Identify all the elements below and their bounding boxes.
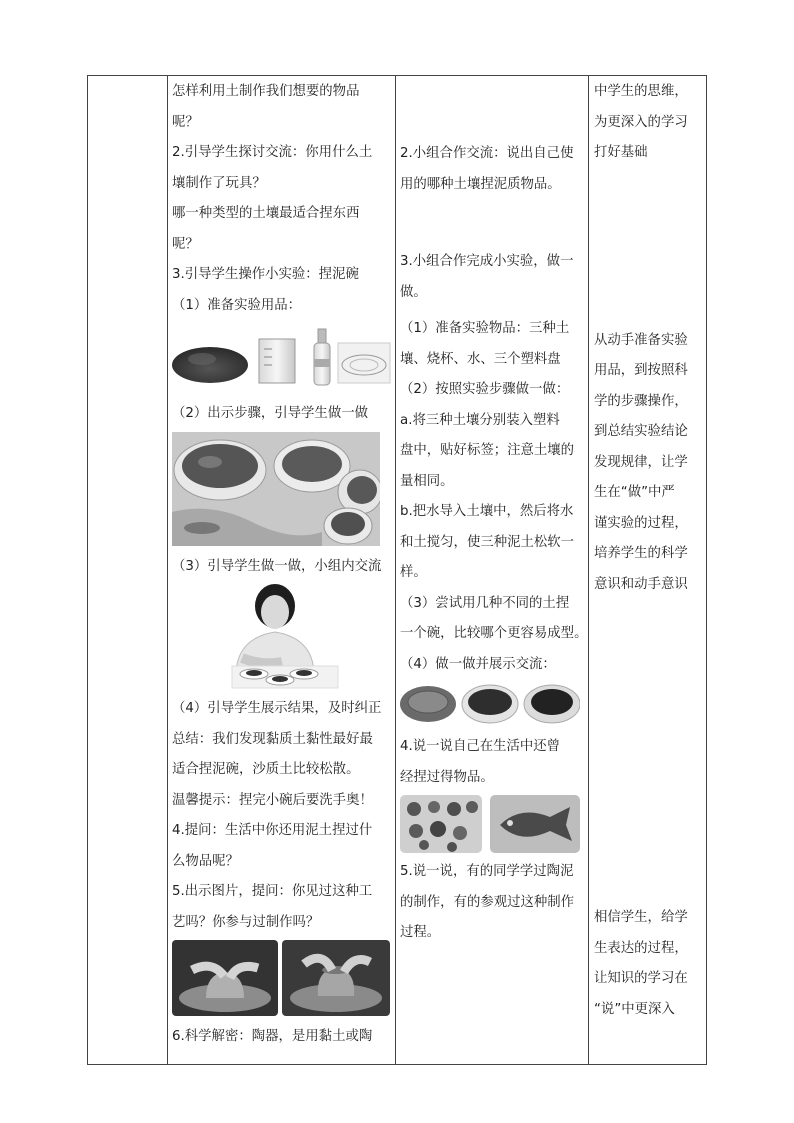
text-line: b.把水导入土壤中，然后将水 xyxy=(400,504,574,519)
design-intent-column xyxy=(594,77,706,1025)
text-line: 打好基础 xyxy=(594,145,648,160)
pottery-images xyxy=(172,940,392,1022)
text-line: 做。 xyxy=(400,284,427,300)
text-line: 生在“做”中严 xyxy=(594,485,675,500)
text-line: 3.引导学生操作小实验：捏泥碗 xyxy=(172,267,359,282)
text-line: 盘中，贴好标签；注意土壤的 xyxy=(400,443,575,458)
text-line: a.将三种土壤分别装入塑料 xyxy=(400,412,560,428)
text-line: 2.小组合作交流：说出自己使 xyxy=(400,146,574,161)
text-line: 呢？ xyxy=(172,236,199,252)
text-line: （3）尝试用几种不同的土捏 xyxy=(400,595,570,611)
text-line: 中学生的思维， xyxy=(594,84,688,99)
text-line: 2.引导学生探讨交流：你用什么土 xyxy=(172,145,373,160)
text-line: （3）引导学生做一做，小组内交流 xyxy=(172,558,382,574)
text-line: （1）准备实验物品：三种土 xyxy=(400,321,570,336)
clay-crafts-images xyxy=(400,795,588,857)
text-line: （2）出示步骤，引导学生做一做 xyxy=(172,406,368,421)
text-line: （4）做一做并展示交流： xyxy=(400,656,556,672)
text-line: 适合捏泥碗，沙质土比较松散。 xyxy=(172,762,360,777)
text-line: 发现规律，让学 xyxy=(594,454,688,470)
mud-bowls-image xyxy=(172,432,392,552)
student-activity-column xyxy=(400,139,588,949)
column-divider-1 xyxy=(167,75,168,1065)
text-line: 总结：我们发现黏质土黏性最好最 xyxy=(172,731,373,747)
text-line: 培养学生的科学 xyxy=(594,546,688,561)
text-line: 怎样利用土制作我们想要的物品 xyxy=(172,84,360,99)
text-line: 用品，到按照科 xyxy=(594,363,688,378)
supplies-images xyxy=(172,325,392,399)
clay-crafts-photos xyxy=(400,795,580,853)
pottery-wheel-photos xyxy=(172,940,390,1016)
teacher-activity-column xyxy=(172,77,392,1053)
text-line: 4.说一说自己在生活中还曾 xyxy=(400,739,561,754)
student-image xyxy=(172,582,392,694)
text-line: 量相同。 xyxy=(400,473,454,489)
text-line: 3.小组合作完成小实验，做一 xyxy=(400,254,574,269)
text-line: 谨实验的过程， xyxy=(594,515,688,531)
text-line: 和土搅匀，使三种泥土松软一 xyxy=(400,534,575,550)
supplies-photo xyxy=(172,325,394,387)
text-line: 哪一种类型的土壤最适合捏东西 xyxy=(172,206,360,221)
text-line: “说”中更深入 xyxy=(594,1001,675,1017)
text-line: 过程。 xyxy=(400,925,441,940)
mud-bowls-photo xyxy=(172,432,380,546)
text-line: 从动手准备实验 xyxy=(594,332,688,348)
finished-bowls-photo xyxy=(400,682,580,726)
student-working-photo xyxy=(172,582,392,690)
text-line: 学的步骤操作， xyxy=(594,393,688,409)
column-divider-2 xyxy=(395,75,396,1065)
text-line: 样。 xyxy=(400,565,427,580)
text-line: （4）引导学生展示结果，及时纠正 xyxy=(172,701,382,716)
text-line: 呢？ xyxy=(172,114,199,130)
text-line: 么物品呢？ xyxy=(172,853,239,869)
text-line: 艺吗？你参与过制作吗？ xyxy=(172,914,320,930)
text-line: 5.出示图片，提问：你见过这种工 xyxy=(172,884,373,899)
text-line: 壤制作了玩具？ xyxy=(172,175,266,191)
text-line: 意识和动手意识 xyxy=(594,576,688,592)
text-line: 为更深入的学习 xyxy=(594,114,688,130)
text-line: （2）按照实验步骤做一做： xyxy=(400,382,570,397)
text-line: 壤、烧杯、水、三个塑料盘 xyxy=(400,351,561,367)
text-line: 一个碗，比较哪个更容易成型。 xyxy=(400,626,588,641)
text-line: 5.说一说，有的同学学过陶泥 xyxy=(400,864,574,879)
text-line: 生表达的过程， xyxy=(594,940,688,956)
text-line: 经捏过得物品。 xyxy=(400,769,494,785)
text-line: 的制作，有的参观过这种制作 xyxy=(400,894,575,910)
text-line: 到总结实验结论 xyxy=(594,424,688,439)
text-line: 用的哪种土壤捏泥质物品。 xyxy=(400,176,561,192)
column-divider-3 xyxy=(588,75,589,1065)
text-line: （1）准备实验用品： xyxy=(172,297,302,313)
text-line: 让知识的学习在 xyxy=(594,971,688,986)
three-bowls-image xyxy=(400,682,588,732)
text-line: 温馨提示：捏完小碗后要洗手奥！ xyxy=(172,792,373,808)
text-line: 相信学生，给学 xyxy=(594,910,688,925)
text-line: 6.科学解密：陶器，是用黏土或陶 xyxy=(172,1029,373,1044)
text-line: 4.提问：生活中你还用泥土捏过什 xyxy=(172,823,373,838)
